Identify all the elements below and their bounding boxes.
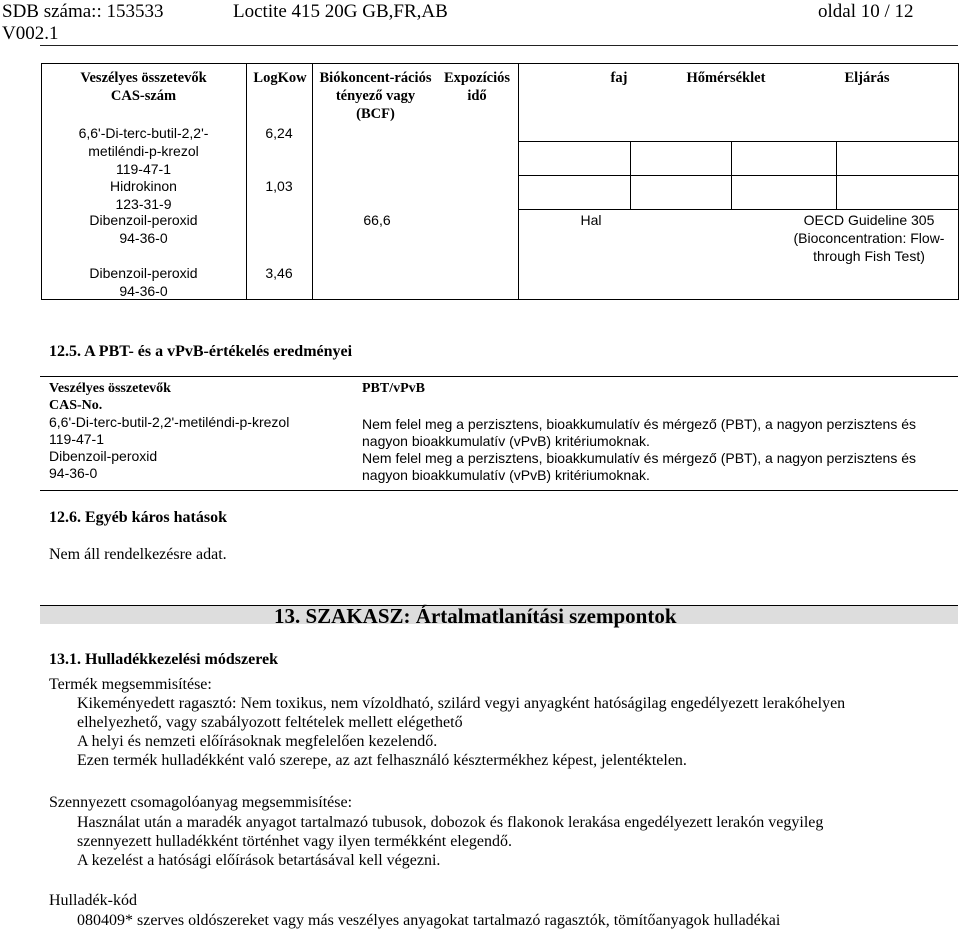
header-rule	[40, 45, 958, 46]
text-line: A kezelést a hatósági előírások betartásával kell végezni.	[77, 852, 441, 869]
sdb-number: SDB száma:: 153533	[2, 1, 164, 22]
header-line: idő	[467, 88, 487, 104]
row-line: Nem felel meg a perzisztens, bioakkumulatív és mérgező (PBT), a nagyon perzisztens és	[362, 450, 917, 466]
table-border	[40, 376, 958, 377]
table-border	[519, 209, 959, 210]
row-line: Dibenzoil-peroxid	[49, 448, 158, 464]
row-cas: 119-47-1	[49, 431, 105, 447]
header-line: Biókoncent-rációs	[319, 70, 432, 86]
waste-code: 080409* szerves oldószereket vagy más veszélyes anyagokat tartalmazó ragasztók, tömítőanyagok hulladékai	[77, 912, 781, 929]
table-row-name	[41, 177, 246, 213]
section13-title: 13. SZAKASZ: Ártalmatlanítási szempontok	[274, 604, 677, 628]
row-line: metiléndi-p-krezol	[88, 143, 199, 159]
other-effects-text: Nem áll rendelkezésre adat.	[49, 546, 227, 563]
text-line: Kikeményedett ragasztó: Nem toxikus, nem vízoldható, szilárd vegyi anyagként hatóságilag engedélyezett lerakóhelyen	[77, 695, 846, 712]
method-line: OECD Guideline 305	[803, 212, 935, 228]
table-border	[836, 141, 837, 210]
method-line: (Bioconcentration: Flow-	[793, 230, 945, 246]
row-line: Hidrokinon	[110, 178, 177, 194]
table-border	[41, 63, 959, 64]
row-cas: 94-36-0	[119, 283, 168, 299]
table-row-name	[41, 124, 246, 178]
text-line: Ezen termék hulladékként való szerepe, az azt felhasználó késztermékhez képest, jelentéktelen.	[77, 752, 687, 769]
row-cas: 94-36-0	[119, 230, 168, 246]
table-row-name	[41, 211, 246, 247]
table-cell-method	[779, 211, 959, 265]
pbt-row-text	[362, 416, 916, 484]
header-line: tényező vagy	[335, 88, 416, 104]
row-cas: 94-36-0	[49, 465, 98, 481]
section13-subtitle: 13.1. Hulladékkezelési módszerek	[49, 651, 279, 668]
table-border	[40, 490, 958, 491]
row-cas: 119-47-1	[115, 161, 171, 177]
column-header-component	[41, 69, 246, 105]
text-line: A helyi és nemzeti előírásoknak megfelelően kezelendő.	[77, 733, 438, 750]
pbt-header-component	[49, 380, 171, 414]
row-line: 6,6'-Di-terc-butil-2,2'-metiléndi-p-krezol	[49, 414, 290, 430]
table-cell-logkow: 6,24	[265, 125, 293, 141]
table-row-name	[41, 264, 246, 300]
header-line: CAS-No.	[49, 398, 103, 413]
table-cell-bcf: 66,6	[363, 212, 391, 228]
text-line: szennyezett hulladékként történhet vagy ilyen termékként elegendő.	[77, 833, 512, 850]
row-line: 6,6'-Di-terc-butil-2,2'-	[78, 125, 209, 141]
section-title-other-effects: 12.6. Egyéb káros hatások	[49, 509, 227, 526]
column-header-logkow: LogKow	[253, 70, 307, 86]
packaging-label: Szennyezett csomagolóanyag megsemmisítése:	[49, 794, 353, 811]
method-line: through Fish Test)	[813, 248, 925, 264]
header-line: Veszélyes összetevők	[80, 70, 207, 86]
header-line: (BCF)	[356, 106, 395, 122]
version: V002.1	[2, 23, 59, 44]
table-border	[519, 175, 959, 176]
row-cas: 123-31-9	[115, 196, 172, 212]
text-line: elhelyezhető, vagy szabályozott feltételek mellett elégethető	[77, 714, 463, 731]
pbt-row-name	[49, 414, 289, 482]
row-line: Nem felel meg a perzisztens, bioakkumulatív és mérgező (PBT), a nagyon perzisztens és	[362, 416, 917, 432]
table-border	[630, 141, 631, 210]
table-border	[519, 141, 959, 142]
product-name: Loctite 415 20G GB,FR,AB	[233, 1, 448, 22]
row-line: Dibenzoil-peroxid	[89, 212, 198, 228]
header-line: CAS-szám	[110, 88, 177, 104]
table-cell-logkow: 3,46	[265, 265, 293, 281]
product-disposal-text	[77, 694, 845, 770]
column-header-method: Eljárás	[844, 70, 890, 86]
column-header-bcf	[313, 69, 438, 123]
table-cell-logkow: 1,03	[265, 178, 293, 194]
row-line: Dibenzoil-peroxid	[89, 265, 198, 281]
waste-code-label: Hulladék-kód	[49, 892, 137, 909]
header-line: Expozíciós	[443, 70, 511, 86]
bcf-table	[41, 63, 959, 300]
page-number: oldal 10 / 12	[818, 1, 914, 22]
row-line: nagyon bioakkumulatív (vPvB) kritériumoknak.	[362, 433, 650, 449]
table-border	[731, 141, 732, 210]
header-line: Veszélyes összetevők	[49, 381, 171, 396]
text-line: Használat után a maradék anyagot tartalmazó tubusok, dobozok és flakonok lerakása engedélyezett lerakón vegyileg	[77, 814, 824, 831]
packaging-text	[77, 813, 823, 870]
product-disposal-label: Termék megsemmisítése:	[49, 676, 212, 693]
column-header-exposure	[435, 69, 519, 105]
pbt-header-pbt: PBT/vPvB	[362, 381, 426, 396]
section-title-pbt: 12.5. A PBT- és a vPvB-értékelés eredményei	[49, 343, 353, 360]
column-header-temperature: Hőmérséklet	[686, 70, 766, 86]
row-line: nagyon bioakkumulatív (vPvB) kritériumoknak.	[362, 467, 650, 483]
column-header-species: faj	[610, 70, 628, 86]
table-cell-species: Hal	[580, 212, 602, 228]
